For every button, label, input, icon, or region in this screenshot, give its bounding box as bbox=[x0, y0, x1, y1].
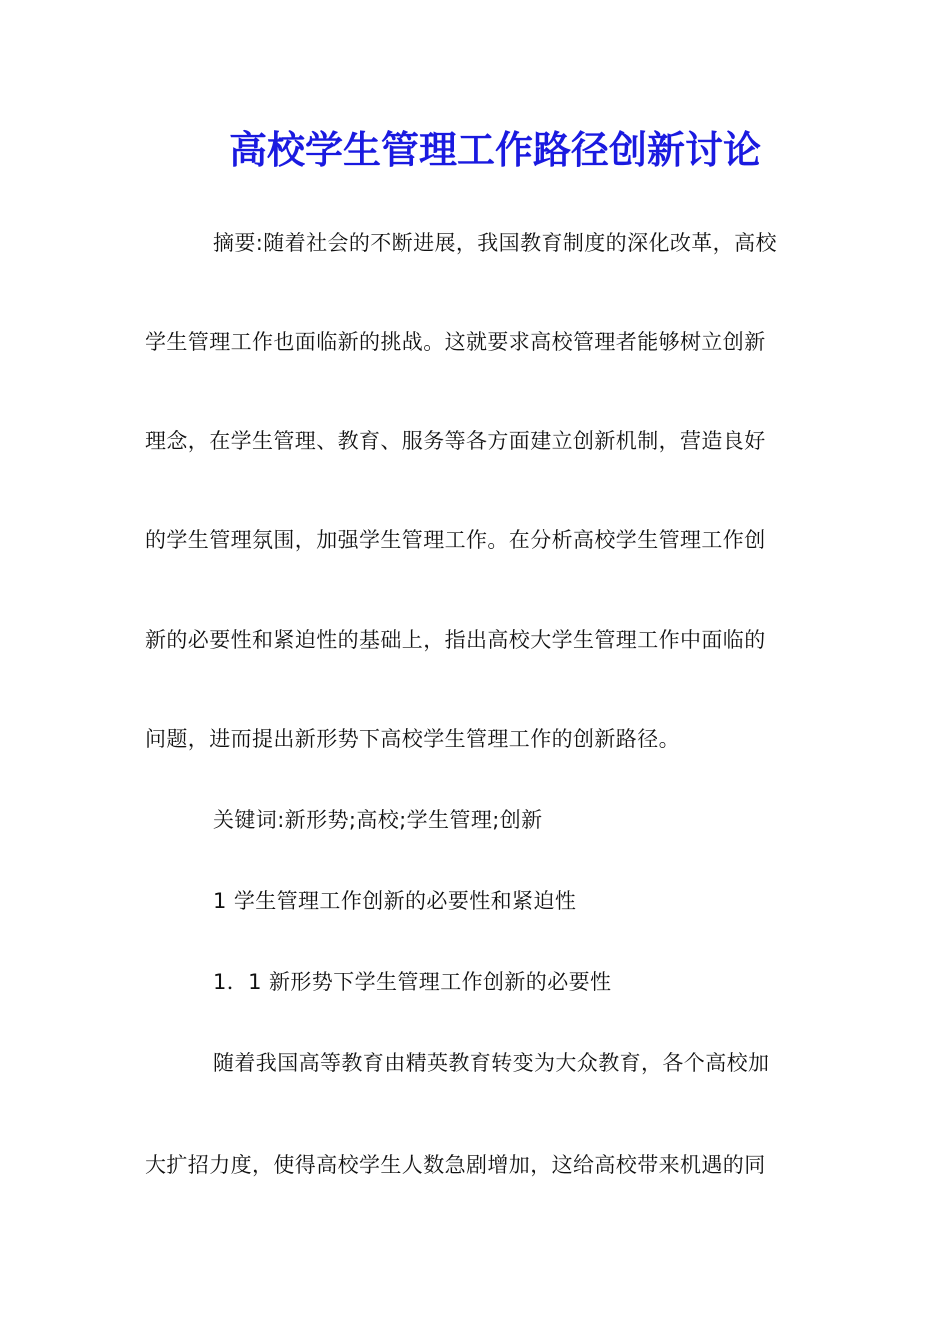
subsection-heading-1-1: 1．1 新形势下学生管理工作创新的必要性 bbox=[213, 970, 612, 994]
abstract-line-1: 摘要:随着社会的不断进展，我国教育制度的深化改革，高校 bbox=[213, 231, 777, 255]
abstract-line-5: 新的必要性和紧迫性的基础上，指出高校大学生管理工作中面临的 bbox=[145, 628, 766, 652]
abstract-line-4: 的学生管理氛围，加强学生管理工作。在分析高校学生管理工作创 bbox=[145, 528, 766, 552]
keywords-line: 关键词:新形势;高校;学生管理;创新 bbox=[213, 808, 543, 832]
abstract-line-3: 理念，在学生管理、教育、服务等各方面建立创新机制，营造良好 bbox=[145, 429, 766, 453]
section-heading-1: 1 学生管理工作创新的必要性和紧迫性 bbox=[213, 889, 577, 913]
abstract-line-6: 问题，进而提出新形势下高校学生管理工作的创新路径。 bbox=[145, 727, 680, 751]
body-line-2: 大扩招力度，使得高校学生人数急剧增加，这给高校带来机遇的同 bbox=[145, 1153, 766, 1177]
document-title: 高校学生管理工作路径创新讨论 bbox=[228, 127, 761, 172]
abstract-line-2: 学生管理工作也面临新的挑战。这就要求高校管理者能够树立创新 bbox=[145, 330, 766, 354]
body-line-1: 随着我国高等教育由精英教育转变为大众教育，各个高校加 bbox=[213, 1051, 770, 1075]
